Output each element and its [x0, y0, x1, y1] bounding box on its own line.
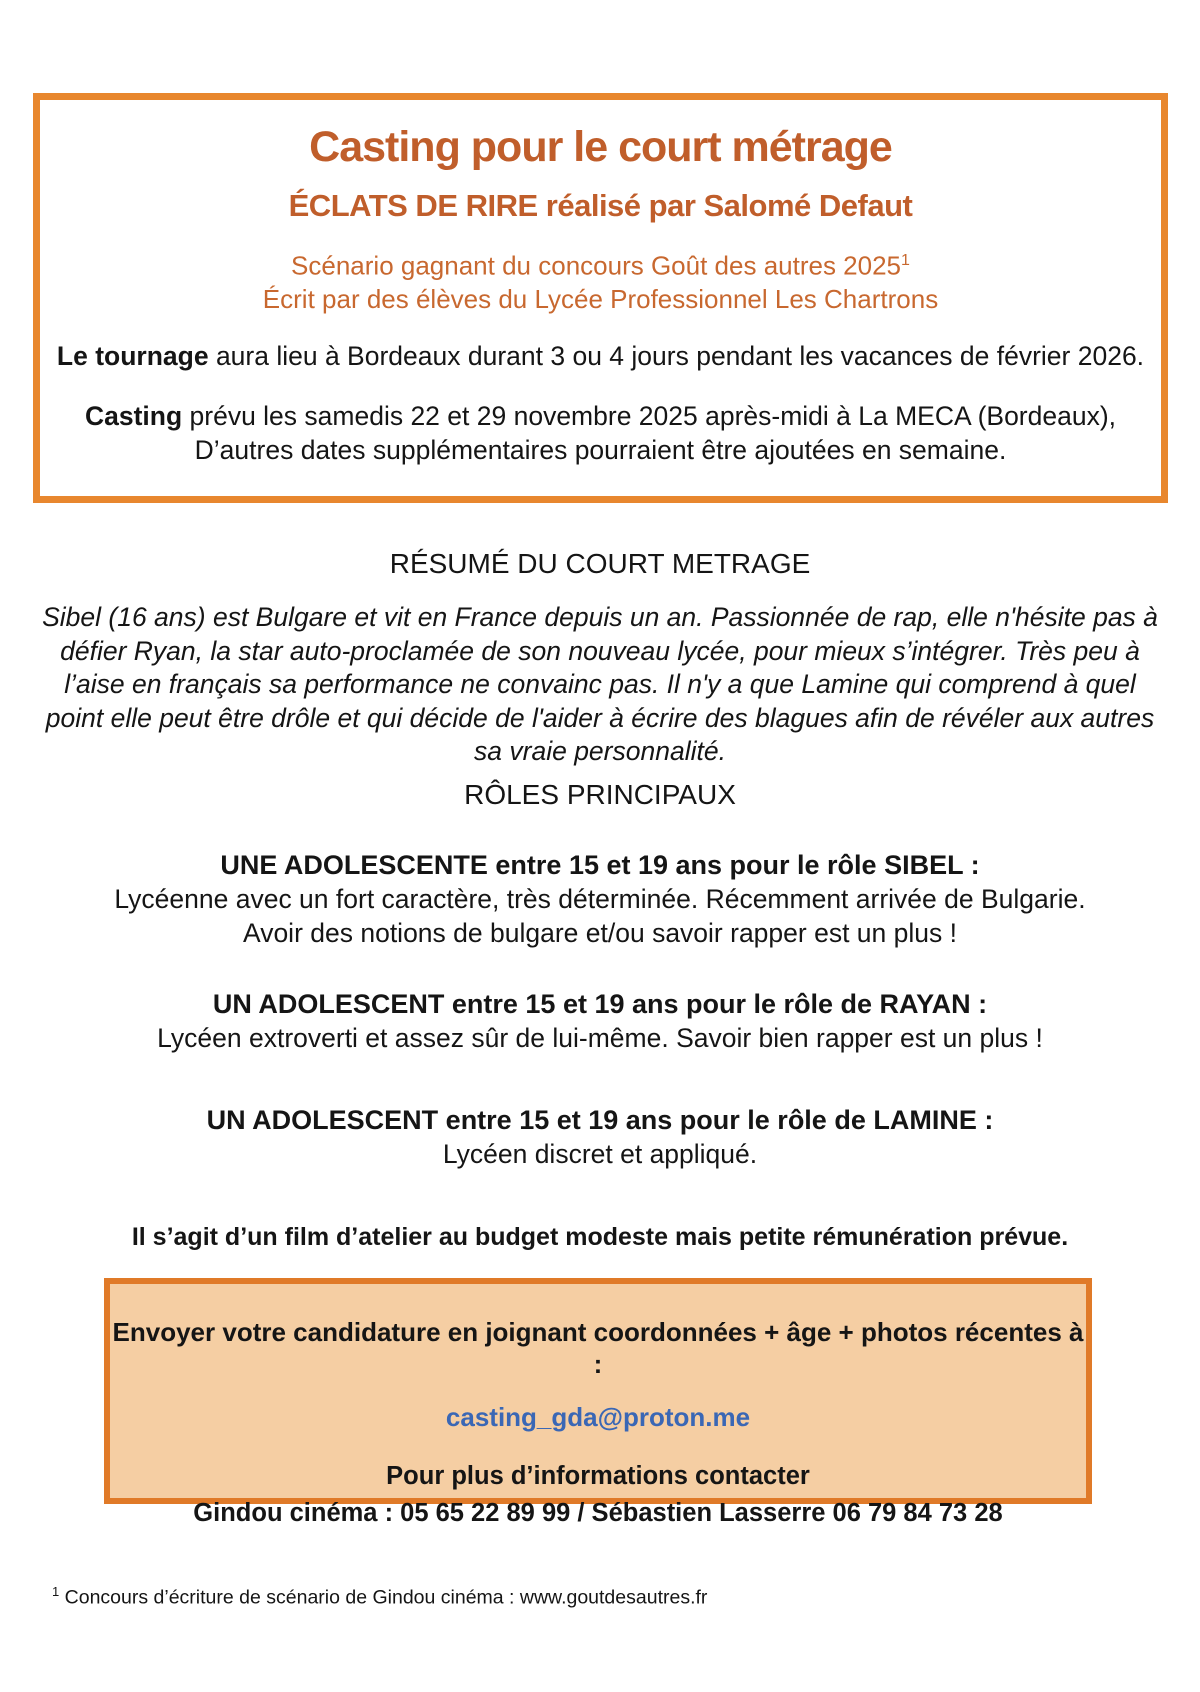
casting-email-link[interactable]: casting_gda@proton.me: [445, 1402, 751, 1432]
film-subtitle: ÉCLATS DE RIRE réalisé par Salomé Defaut: [288, 188, 913, 223]
role-sibel-description-2: Avoir des notions de bulgare et/ou savoir rapper est un plus !: [243, 918, 957, 948]
contest-line-1-text: Scénario gagnant du concours Goût des autres 2025: [291, 250, 902, 281]
page-title: Casting pour le court métrage: [309, 123, 892, 171]
footnote-marker: 1: [52, 1584, 60, 1599]
contest-line-1: [40, 244, 1161, 283]
resume-body: Sibel (16 ans) est Bulgare et vit en France depuis un an. Passionnée de rap, elle n'hésite pas à défier Ryan, la star auto-proclamée de son nouveau lycée, pour mieux s’intégrer. Très peu à l’aise en français sa performance ne convainc pas. Il n'y a que Lamine qui comprend à quel point elle peut être drôle et qui décide de l'aider à écrire des blagues afin de révéler aux autres sa vraie personnalité.: [42, 602, 1158, 766]
casting-info-line: [40, 399, 1161, 467]
role-lamine: [0, 1103, 1200, 1171]
casting-line-2: D’autres dates supplémentaires pourraient être ajoutées en semaine.: [194, 434, 1007, 465]
resume-heading: RÉSUMÉ DU COURT METRAGE: [389, 548, 811, 579]
role-rayan: [0, 987, 1200, 1055]
role-rayan-title: UN ADOLESCENT entre 15 et 19 ans pour le rôle de RAYAN :: [212, 989, 988, 1019]
roles-section: [0, 778, 1200, 1171]
more-info-heading: Pour plus d’informations contacter: [386, 1462, 810, 1490]
footnote-reference-mark: 1: [901, 252, 910, 269]
role-sibel-description-1: Lycéenne avec un fort caractère, très déterminée. Récemment arrivée de Bulgarie.: [114, 884, 1086, 914]
roles-heading: RÔLES PRINCIPAUX: [464, 779, 736, 810]
casting-label: Casting: [84, 400, 183, 431]
phone-contacts-line: Gindou cinéma : 05 65 22 89 99 / Sébastien Lasserre 06 79 84 73 28: [193, 1499, 1003, 1527]
contact-box: [104, 1278, 1092, 1527]
role-sibel-title: UNE ADOLESCENTE entre 15 et 19 ans pour le rôle SIBEL :: [220, 850, 980, 880]
shoot-text: aura lieu à Bordeaux durant 3 ou 4 jours pendant les vacances de février 2026.: [208, 340, 1145, 371]
role-lamine-description-1: Lycéen discret et appliqué.: [442, 1139, 758, 1169]
budget-note: Il s’agit d’un film d’atelier au budget modeste mais petite rémunération prévue.: [131, 1223, 1069, 1251]
casting-line-1: [40, 399, 1161, 433]
role-rayan-description-1: Lycéen extroverti et assez sûr de lui-même. Savoir bien rapper est un plus !: [157, 1023, 1043, 1053]
application-instructions: Envoyer votre candidature en joignant coordonnées + âge + photos récentes à :: [112, 1317, 1084, 1379]
header-box: [33, 93, 1168, 503]
role-lamine-title: UN ADOLESCENT entre 15 et 19 ans pour le rôle de LAMINE :: [206, 1105, 994, 1135]
footnote-text: Concours d’écriture de scénario de Gindou cinéma : www.goutdesautres.fr: [59, 1586, 708, 1609]
contest-line-2: Écrit par des élèves du Lycée Professionnel Les Chartrons: [262, 283, 939, 314]
shoot-label: Le tournage: [56, 340, 209, 371]
role-sibel: [0, 848, 1200, 950]
resume-section: [0, 547, 1200, 769]
shoot-info-line: [40, 340, 1161, 373]
footnote: [52, 1580, 707, 1610]
contest-info: [40, 244, 1161, 316]
casting-text: prévu les samedis 22 et 29 novembre 2025 après-midi à La MECA (Bordeaux),: [182, 400, 1117, 431]
